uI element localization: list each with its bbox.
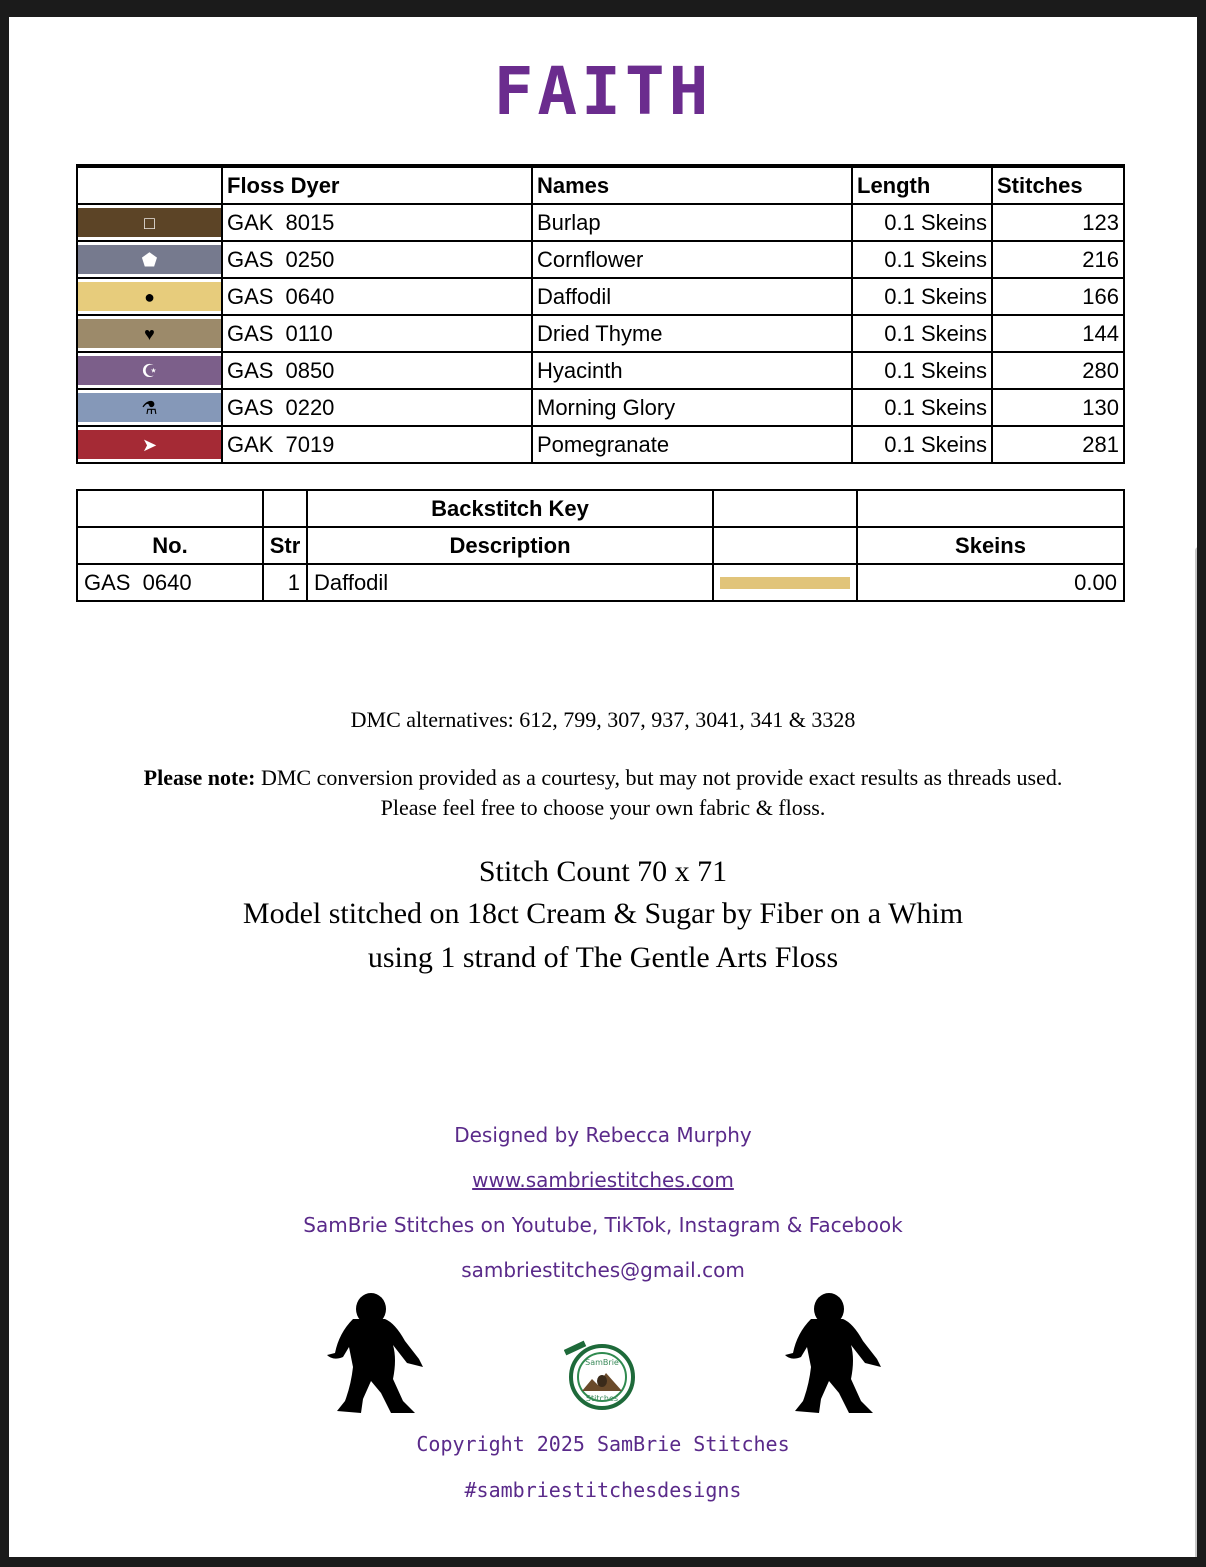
pentagon-icon: ⬟ [141,249,158,270]
arrow-right-icon: ➤ [141,434,158,455]
floss-dyer-cell [222,389,532,426]
header-names: Names [532,166,852,204]
email-line: sambriestitches@gmail.com [461,1258,745,1282]
floss-color-swatch [78,245,221,274]
back-no: GAS 0640 [77,564,263,601]
strand-line: using 1 strand of The Gentle Arts Floss [367,941,839,974]
back-header-swatch [713,527,857,564]
floss-length: 0.1 Skeins [852,426,992,463]
back-empty-2 [263,490,307,527]
header-symbol [77,166,222,204]
floss-color-swatch [78,356,221,385]
copyright-line: Copyright 2025 SamBrie Stitches [416,1432,790,1456]
floss-code: 8015 [285,209,335,235]
floss-stitches: 281 [992,426,1124,463]
floss-row [77,389,1124,426]
back-header-skeins: Skeins [857,527,1124,564]
floss-name: Burlap [532,204,852,241]
header-length: Length [852,166,992,204]
floss-dyer-cell [222,352,532,389]
floss-symbol-cell [77,241,222,278]
floss-dyer-cell [222,241,532,278]
floss-symbol-cell [77,278,222,315]
floss-dyer-cell [222,426,532,463]
backstitch-color-bar [720,577,850,589]
floss-code: 0850 [285,357,335,383]
floss-symbol-cell [77,389,222,426]
website-link[interactable]: www.sambriestitches.com [472,1168,734,1192]
vertical-scrollbar[interactable] [1195,547,1197,1557]
floss-code: 0640 [285,283,335,309]
back-skeins: 0.00 [857,564,1124,601]
floss-code: 0220 [285,394,335,420]
floss-color-swatch [78,430,221,459]
floss-length: 0.1 Skeins [852,389,992,426]
floss-stitches: 216 [992,241,1124,278]
floss-row [77,426,1124,463]
floss-color-swatch [78,208,221,237]
stitch-count: Stitch Count 70 x 71 [478,855,728,888]
back-empty-3 [713,490,857,527]
floss-name: Daffodil [532,278,852,315]
backstitch-title-row [77,490,1124,527]
backstitch-header-row [77,527,1124,564]
floss-dyer: GAS [227,246,274,272]
back-header-str: Str [263,527,307,564]
floss-stitches: 144 [992,315,1124,352]
social-line: SamBrie Stitches on Youtube, TikTok, Instagram & Facebook [303,1213,903,1237]
back-header-description: Description [307,527,713,564]
floss-dyer-cell [222,278,532,315]
floss-stitches: 280 [992,352,1124,389]
floss-stitches: 130 [992,389,1124,426]
back-header-no: No. [77,527,263,564]
floss-length: 0.1 Skeins [852,278,992,315]
floss-stitches: 123 [992,204,1124,241]
floss-row [77,241,1124,278]
floss-dyer: GAK [227,431,274,457]
floss-row [77,352,1124,389]
backstitch-row [77,564,1124,601]
floss-table-body [77,204,1124,463]
please-note-label: Please note: [143,765,256,790]
back-empty-1 [77,490,263,527]
floss-name: Dried Thyme [532,315,852,352]
floss-symbol-cell [77,426,222,463]
floss-dyer: GAS [227,283,274,309]
floss-name: Morning Glory [532,389,852,426]
bigfoot-right-icon [781,1289,881,1419]
floss-length: 0.1 Skeins [852,352,992,389]
website-row [9,1168,1197,1192]
floss-dyer: GAS [227,357,274,383]
floss-symbol-cell [77,315,222,352]
floss-stitches: 166 [992,278,1124,315]
designer-credit: Designed by Rebecca Murphy [454,1123,752,1147]
dmc-alternatives: DMC alternatives: 612, 799, 307, 937, 3041, 341 & 3328 [350,707,856,732]
floss-dyer: GAS [227,394,274,420]
back-str: 1 [263,564,307,601]
page-title: FAITH [493,53,713,130]
floss-symbol-cell [77,352,222,389]
floss-length: 0.1 Skeins [852,315,992,352]
floss-color-swatch [78,319,221,348]
floss-code: 0250 [285,246,335,272]
please-note [9,765,1197,791]
floss-row [77,278,1124,315]
model-line: Model stitched on 18ct Cream & Sugar by Fiber on a Whim [242,897,964,930]
hashtag-line: #sambriestitchesdesigns [464,1478,742,1502]
please-note-line2: Please feel free to choose your own fabric & floss. [380,795,826,820]
heart-circle-icon: ♥ [144,323,155,344]
flask-glyph-icon: ⚗ [141,397,158,418]
floss-dyer-cell [222,204,532,241]
floss-color-swatch [78,282,221,311]
floss-length: 0.1 Skeins [852,241,992,278]
back-swatch [713,564,857,601]
floss-row [77,204,1124,241]
floss-table-header [77,166,1124,204]
floss-dyer: GAK [227,209,274,235]
snowman-blob-icon: ● [144,286,155,307]
floss-name: Hyacinth [532,352,852,389]
back-description: Daffodil [307,564,713,601]
floss-name: Pomegranate [532,426,852,463]
sambrie-logo-icon [564,1335,640,1411]
floss-row [77,315,1124,352]
backstitch-table [76,489,1125,602]
floss-name: Cornflower [532,241,852,278]
floss-length: 0.1 Skeins [852,204,992,241]
header-stitches: Stitches [992,166,1124,204]
floss-code: 7019 [285,431,335,457]
logo-text-bottom: Stitches [585,1394,619,1403]
square-outline-icon: □ [144,212,155,233]
floss-code: 0110 [285,320,333,346]
back-empty-4 [857,490,1124,527]
logo-text-top: SamBrie [585,1358,619,1367]
header-floss-dyer: Floss Dyer [222,166,532,204]
backstitch-title: Backstitch Key [307,490,713,527]
pattern-page [9,17,1197,1557]
floss-symbol-cell [77,204,222,241]
floss-dyer-cell [222,315,532,352]
bigfoot-left-icon [323,1289,423,1419]
floss-dyer: GAS [227,320,274,346]
hand-glyph-icon: ☪ [141,360,158,381]
floss-color-swatch [78,393,221,422]
floss-table [76,164,1125,464]
please-note-text: DMC conversion provided as a courtesy, but may not provide exact results as threads used. [260,765,1063,790]
